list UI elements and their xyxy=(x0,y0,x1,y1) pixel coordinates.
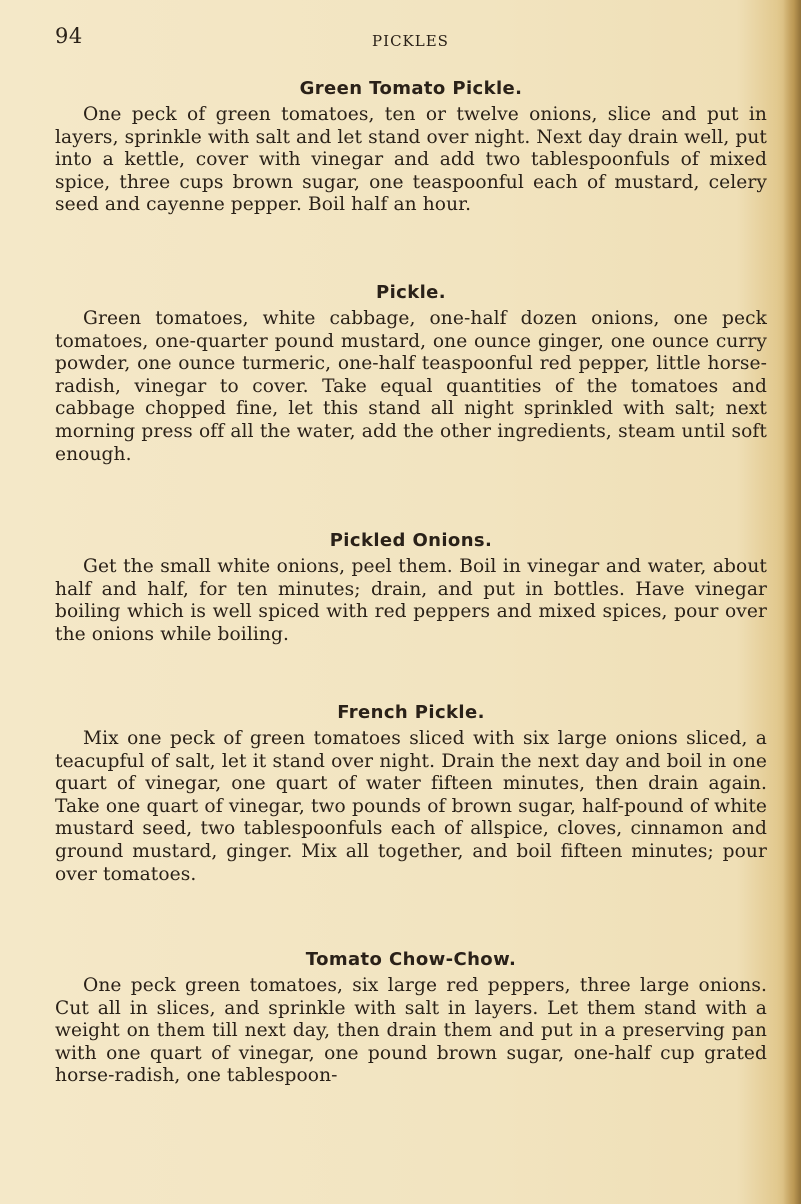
recipe-pickled-onions xyxy=(55,526,767,646)
recipe-title: French Pickle. xyxy=(337,702,485,723)
recipe-title: Green Tomato Pickle. xyxy=(299,78,523,99)
recipe-text: One peck of green tomatoes, ten or twelve onions, slice and put in layers, sprinkle with salt and let stand over night. Next day drain well, put into a kettle, cover with vinegar and add two tablespoonfuls of mixed spice, three cups brown sugar, one teaspoonful each of mustard, celery seed and cayenne pepper. Boil half an hour. xyxy=(55,104,767,216)
recipe-text: Mix one peck of green tomatoes sliced with six large onions sliced, a teacupful of salt, let it stand over night. Drain the next day and boil in one quart of vinegar, one quart of water fifteen minutes, then drain again. Take one quart of vinegar, two pounds of brown sugar, half-pound of white mustard seed, two tablespoonfuls each of allspice, cloves, cinnamon and ground mustard, ginger. Mix all together, and boil fifteen minutes; pour over tomatoes. xyxy=(55,728,767,885)
recipe-pickle xyxy=(55,278,767,466)
recipe-title: Pickled Onions. xyxy=(329,530,493,551)
recipe-tomato-chow-chow xyxy=(55,945,767,1088)
recipe-green-tomato-pickle xyxy=(55,74,767,217)
recipe-french-pickle xyxy=(55,698,767,886)
recipe-text: One peck green tomatoes, six large red peppers, three large onions. Cut all in slices, and sprinkle with salt in layers. Let them stand with a weight on them till next day, then drain them and put in a preserving pan with one quart of vinegar, one pound brown sugar, one-half cup grated horse-radish, one tablespoon- xyxy=(55,975,767,1087)
running-head: PICKLES xyxy=(372,32,449,50)
recipe-title: Pickle. xyxy=(375,282,447,303)
recipe-title: Tomato Chow-Chow. xyxy=(305,949,517,970)
page-spine-shadow xyxy=(783,0,801,1204)
page-number: 94 xyxy=(55,24,83,48)
recipe-text: Get the small white onions, peel them. Boil in vinegar and water, about half and half, for ten minutes; drain, and put in bottles. Have vinegar boiling which is well spiced with red peppers and mixed spices, pour over the onions while boiling. xyxy=(55,556,767,645)
recipe-text: Green tomatoes, white cabbage, one-half dozen onions, one peck tomatoes, one-quarter pound mustard, one ounce ginger, one ounce curry powder, one ounce turmeric, one-half teaspoonful red pepper, little horse-radish, vinegar to cover. Take equal quantities of the tomatoes and cabbage chopped fine, let this stand all night sprinkled with salt; next morning press off all the water, add the other ingredients, steam until soft enough. xyxy=(55,308,767,465)
